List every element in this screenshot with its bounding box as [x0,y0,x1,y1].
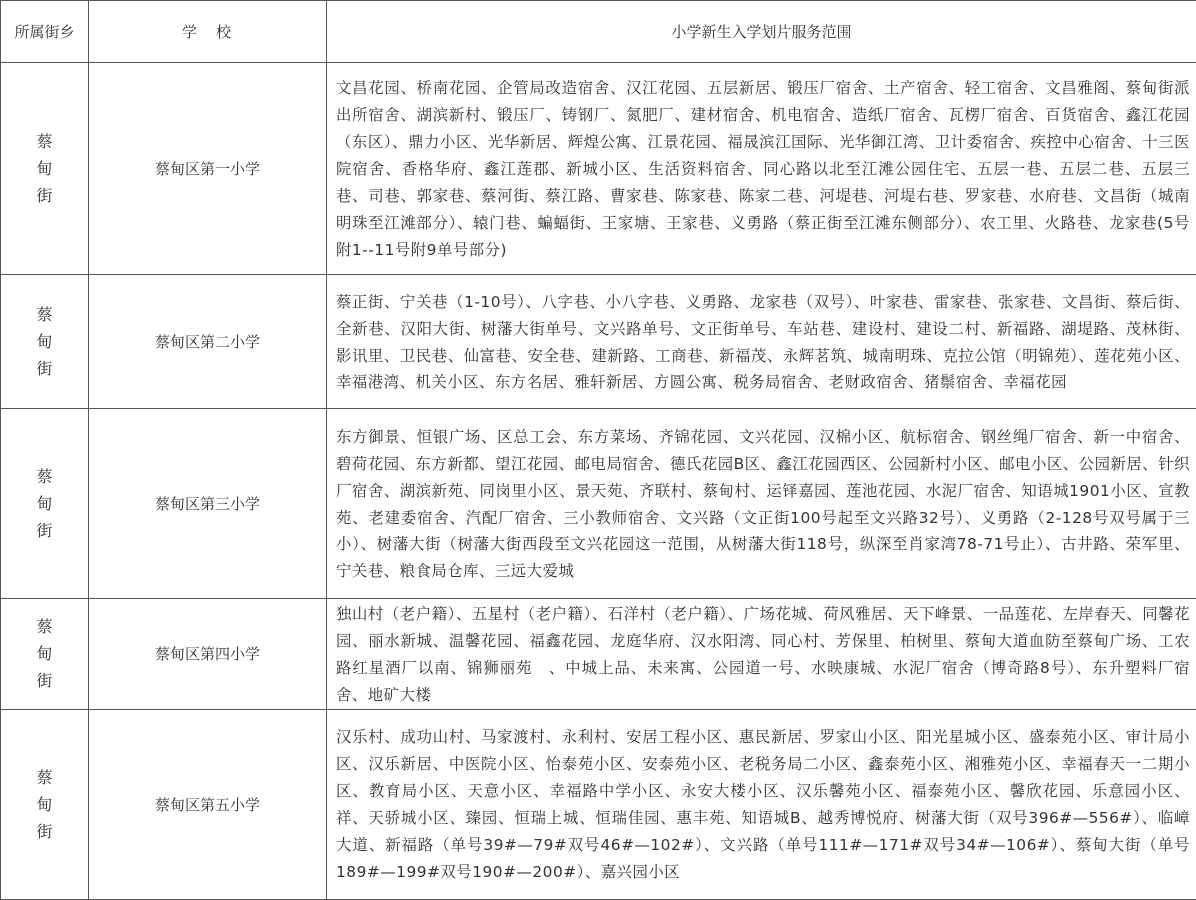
table-row [1,63,1196,275]
district-char: 蔡 [36,617,53,637]
district-cell [1,409,89,599]
area-cell: 汉乐村、成功山村、马家渡村、永利村、安居工程小区、惠民新居、罗家山小区、阳光星城小区、盛泰苑小区、审计局小区、汉乐新居、中医院小区、怡泰苑小区、安泰苑小区、老税务局二小区、鑫泰苑小区、湘雅苑小区、幸福春天一二期小区、教育局小区、天意小区、幸福路中学小区、永安大楼小区、汉乐馨苑小区、福泰苑小区、馨欣花园、乐意园小区、祥、天骄城小区、臻园、恒瑞上城、恒瑞佳园、惠丰苑、知语城B、越秀博悦府、树藩大街（双号396#—556#）、临嶂大道、新福路（单号39#—79#双号46#—102#）、文兴路（单号111#—171#双号34#—106#）、蔡甸大街（单号189#—199#双号190#—200#）、嘉兴园小区 [327,709,1196,899]
district-char: 街 [36,359,53,378]
school-cell: 蔡甸区第四小学 [89,599,327,710]
district-char: 甸 [36,494,53,513]
school-cell: 蔡甸区第一小学 [89,63,327,275]
table-row [1,275,1196,409]
district-char: 甸 [36,332,53,351]
district-char: 蔡 [36,132,53,151]
district-char: 蔡 [36,767,53,787]
district-char: 蔡 [36,467,53,486]
table-row [1,409,1196,599]
district-cell [1,275,89,409]
district-char: 蔡 [36,305,53,324]
header-district: 所属街乡 [1,1,89,63]
district-char: 街 [36,521,53,540]
district-char: 街 [36,821,53,841]
district-char: 甸 [36,159,53,178]
area-cell: 独山村（老户籍）、五星村（老户籍）、石洋村（老户籍）、广场花城、荷风雅居、天下峰景、一品莲花、左岸春天、同馨花园、丽水新城、温馨花园、福鑫花园、龙庭华府、汉水阳湾、同心村、芳保里、柏树里、蔡甸大道血防至蔡甸广场、工农路红星酒厂以南、锦狮丽苑 、中城上品、未来寓、公园道一号、水映康城、水泥厂宿舍（博奇路8号）、东升塑料厂宿舍、地矿大楼 [327,599,1196,710]
district-char: 街 [36,186,53,205]
area-cell: 东方御景、恒银广场、区总工会、东方菜场、齐锦花园、文兴花园、汉棉小区、航标宿舍、钢丝绳厂宿舍、新一中宿舍、碧荷花园、东方新都、望江花园、邮电局宿舍、德氏花园B区、鑫江花园西区、公园新村小区、邮电小区、公园新居、针织厂宿舍、湖滨新苑、同岗里小区、景天苑、齐联村、蔡甸村、运铎嘉园、莲池花园、水泥厂宿舍、知语城1901小区、宣教苑、老建委宿舍、汽配厂宿舍、三小教师宿舍、文兴路（文正街100号起至文兴路32号）、义勇路（2-128号双号属于三小）、树藩大街（树藩大街西段至文兴花园这一范围，从树藩大街118号，纵深至肖家湾78-71号止）、古井路、荣军里、宁关巷、粮食局仓库、三远大爱城 [327,409,1196,599]
table-header-row [1,1,1196,63]
school-cell: 蔡甸区第二小学 [89,275,327,409]
district-cell [1,63,89,275]
header-school: 学 校 [89,1,327,63]
district-char: 甸 [36,794,53,814]
district-cell [1,709,89,899]
area-cell: 蔡正街、宁关巷（1-10号）、八字巷、小八字巷、义勇路、龙家巷（双号）、叶家巷、雷家巷、张家巷、文昌街、蔡后街、全新巷、汉阳大街、树藩大街单号、文兴路单号、文正街单号、车站巷、建设村、建设二村、新福路、湖堤路、茂林街、影讯里、卫民巷、仙富巷、安全巷、建新路、工商巷、新福茂、永辉茗筑、城南明珠、克拉公馆（明锦苑）、莲花苑小区、幸福港湾、机关小区、东方名居、雅轩新居、方圆公寓、税务局宿舍、老财政宿舍、猪鬃宿舍、幸福花园 [327,275,1196,409]
district-char: 甸 [36,644,53,664]
header-area: 小学新生入学划片服务范围 [327,1,1196,63]
district-cell [1,599,89,710]
district-char: 街 [36,671,53,691]
school-cell: 蔡甸区第五小学 [89,709,327,899]
area-cell: 文昌花园、桥南花园、企管局改造宿舍、汉江花园、五层新居、锻压厂宿舍、土产宿舍、轻工宿舍、文昌雅阁、蔡甸街派出所宿舍、湖滨新村、锻压厂、铸钢厂、氮肥厂、建材宿舍、机电宿舍、造纸厂宿舍、瓦楞厂宿舍、百货宿舍、鑫江花园（东区）、鼎力小区、光华新居、辉煌公寓、江景花园、福晟滨江国际、光华御江湾、卫计委宿舍、疾控中心宿舍、十三医院宿舍、香格华府、鑫江莲郡、新城小区、生活资料宿舍、同心路以北至江滩公园住宅、五层一巷、五层二巷、五层三巷、司巷、郭家巷、蔡河街、蔡江路、曹家巷、陈家巷、陈家二巷、河堤巷、河堤右巷、罗家巷、水府巷、文昌街（城南明珠至江滩部分）、辕门巷、蝙蝠街、王家塘、王家巷、义勇路（蔡正街至江滩东侧部分）、农工里、火路巷、龙家巷(5号附1--11号附9单号部分) [327,63,1196,275]
table-row [1,599,1196,710]
table-row [1,709,1196,899]
school-cell: 蔡甸区第三小学 [89,409,327,599]
